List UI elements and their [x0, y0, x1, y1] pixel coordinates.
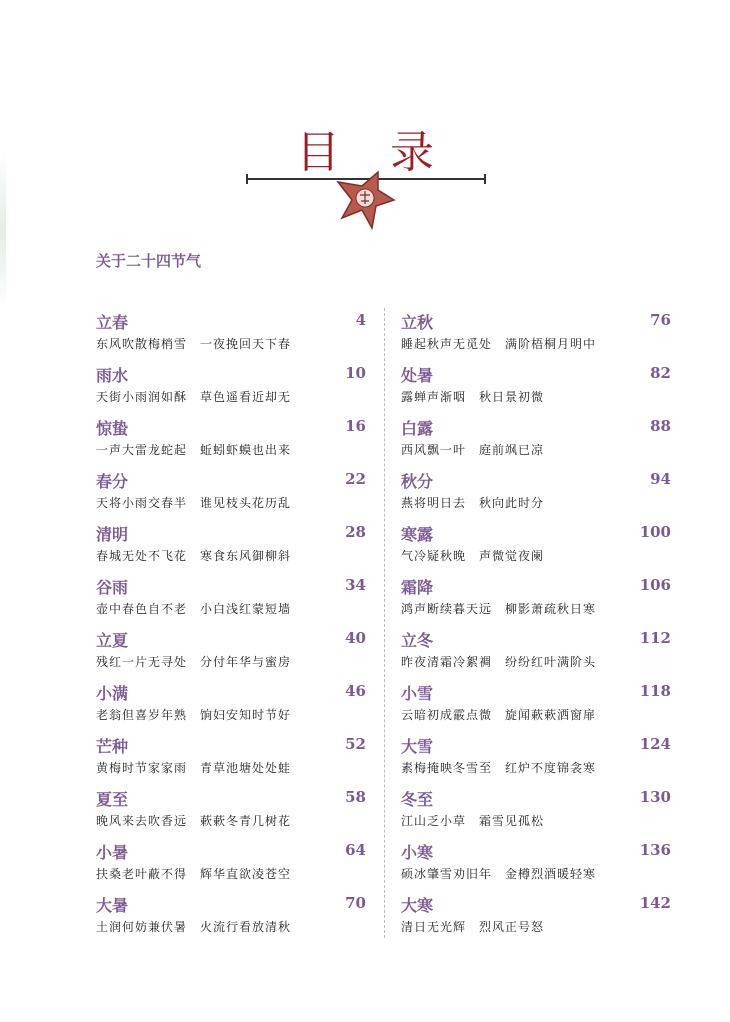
toc-entry[interactable] — [96, 306, 368, 359]
column-divider — [384, 308, 385, 938]
toc-verse: 天街小雨润如酥 草色遥看近却无 — [96, 390, 292, 404]
toc-verse: 云暗初成霰点微 旋闻蔌蔌洒窗扉 — [401, 708, 597, 722]
toc-page-number: 34 — [345, 576, 366, 594]
toc-verse: 燕将明日去 秋向此时分 — [401, 496, 545, 510]
toc-verse: 东风吹散梅梢雪 一夜挽回天下春 — [96, 337, 292, 351]
toc-entry[interactable] — [96, 730, 368, 783]
toc-verse: 土润何妨兼伏暑 火流行看放清秋 — [96, 920, 292, 934]
toc-entry[interactable] — [401, 359, 673, 412]
toc-verse: 露蝉声渐咽 秋日景初微 — [401, 390, 545, 404]
toc-term[interactable]: 小满 — [96, 684, 129, 703]
toc-page-number: 16 — [345, 417, 366, 435]
toc-verse: 老翁但喜岁年熟 饷妇安知时节好 — [96, 708, 292, 722]
star-seal-ornament-icon — [332, 168, 398, 236]
toc-page-number: 40 — [345, 629, 366, 647]
toc-term[interactable]: 春分 — [96, 472, 129, 491]
toc-page-number: 76 — [650, 311, 671, 329]
toc-term[interactable]: 寒露 — [401, 525, 434, 544]
toc-term[interactable]: 立秋 — [401, 313, 434, 332]
toc-term[interactable]: 冬至 — [401, 790, 434, 809]
toc-page-number: 130 — [639, 788, 671, 806]
toc-entry[interactable] — [96, 624, 368, 677]
toc-page-number: 58 — [345, 788, 366, 806]
page-title: 目 录 — [296, 127, 452, 178]
toc-column-left — [96, 306, 368, 942]
toc-term[interactable]: 芒种 — [96, 737, 129, 756]
toc-verse: 昨夜清霜冷絮裯 纷纷红叶满阶头 — [401, 655, 597, 669]
toc-page-number: 88 — [650, 417, 671, 435]
toc-term[interactable]: 大寒 — [401, 896, 434, 915]
toc-column-right — [401, 306, 673, 942]
toc-entry[interactable] — [401, 306, 673, 359]
toc-term[interactable]: 处暑 — [401, 366, 434, 385]
toc-page-number: 136 — [639, 841, 671, 859]
toc-verse: 壶中春色自不老 小白浅红蒙短墙 — [96, 602, 292, 616]
toc-page-number: 10 — [345, 364, 366, 382]
toc-term[interactable]: 立夏 — [96, 631, 129, 650]
toc-entry[interactable] — [401, 730, 673, 783]
toc-page-number: 124 — [639, 735, 671, 753]
toc-entry[interactable] — [401, 571, 673, 624]
toc-verse: 春城无处不飞花 寒食东风御柳斜 — [96, 549, 292, 563]
toc-entry[interactable] — [96, 359, 368, 412]
toc-term[interactable]: 立春 — [96, 313, 129, 332]
toc-entry[interactable] — [401, 889, 673, 942]
toc-verse: 扶桑老叶蔽不得 辉华直欲凌苍空 — [96, 867, 292, 881]
toc-page-number: 106 — [639, 576, 671, 594]
toc-verse: 黄梅时节家家雨 青草池塘处处蛙 — [96, 761, 292, 775]
toc-term[interactable]: 小寒 — [401, 843, 434, 862]
toc-term[interactable]: 清明 — [96, 525, 129, 544]
toc-page-number: 118 — [639, 682, 671, 700]
toc-term[interactable]: 谷雨 — [96, 578, 129, 597]
toc-page-number: 82 — [650, 364, 671, 382]
toc-verse: 晚风来去吹香远 蔌蔌冬青几树花 — [96, 814, 292, 828]
toc-page-number: 52 — [345, 735, 366, 753]
toc-page-number: 4 — [355, 311, 366, 329]
toc-entry[interactable] — [96, 518, 368, 571]
toc-entry[interactable] — [401, 465, 673, 518]
toc-entry[interactable] — [401, 677, 673, 730]
toc-term[interactable]: 惊蛰 — [96, 419, 129, 438]
toc-term[interactable]: 霜降 — [401, 578, 434, 597]
toc-entry[interactable] — [96, 889, 368, 942]
toc-entry[interactable] — [401, 518, 673, 571]
toc-page-number: 46 — [345, 682, 366, 700]
toc-page-number: 64 — [345, 841, 366, 859]
toc-verse: 鸿声断续暮天远 柳影萧疏秋日寒 — [401, 602, 597, 616]
toc-verse: 睡起秋声无觅处 满阶梧桐月明中 — [401, 337, 597, 351]
toc-entry[interactable] — [96, 412, 368, 465]
toc-page-number: 112 — [639, 629, 671, 647]
toc-term[interactable]: 夏至 — [96, 790, 129, 809]
toc-term[interactable]: 小雪 — [401, 684, 434, 703]
toc-entry[interactable] — [401, 836, 673, 889]
toc-entry[interactable] — [401, 412, 673, 465]
toc-verse: 西风飘一叶 庭前飒已凉 — [401, 443, 545, 457]
toc-term[interactable]: 秋分 — [401, 472, 434, 491]
toc-entry[interactable] — [401, 783, 673, 836]
toc-term[interactable]: 大暑 — [96, 896, 129, 915]
toc-entry[interactable] — [96, 783, 368, 836]
toc-term[interactable]: 白露 — [401, 419, 434, 438]
toc-page-number: 94 — [650, 470, 671, 488]
toc-entry[interactable] — [96, 465, 368, 518]
toc-entry[interactable] — [96, 836, 368, 889]
toc-term[interactable]: 小暑 — [96, 843, 129, 862]
toc-page-number: 142 — [639, 894, 671, 912]
toc-page-number: 100 — [639, 523, 671, 541]
toc-page-number: 70 — [345, 894, 366, 912]
toc-entry[interactable] — [96, 571, 368, 624]
toc-entry[interactable] — [401, 624, 673, 677]
toc-page-number: 28 — [345, 523, 366, 541]
toc-verse: 江山乏小草 霜雪见孤松 — [401, 814, 545, 828]
toc-verse: 天将小雨交春半 谁见枝头花历乱 — [96, 496, 292, 510]
toc-entry[interactable] — [96, 677, 368, 730]
toc-verse: 清日无光辉 烈风正号怒 — [401, 920, 545, 934]
toc-term[interactable]: 雨水 — [96, 366, 129, 385]
toc-verse: 一声大雷龙蛇起 蚯蚓虾蟆也出来 — [96, 443, 292, 457]
toc-verse: 素梅掩映冬雪至 红炉不度锦衾寒 — [401, 761, 597, 775]
toc-verse: 残红一片无寻处 分付年华与蜜房 — [96, 655, 292, 669]
toc-page-number: 22 — [345, 470, 366, 488]
section-heading[interactable]: 关于二十四节气 — [96, 252, 202, 270]
toc-verse: 气冷疑秋晚 声微觉夜阑 — [401, 549, 545, 563]
toc-verse: 硕冰肇雪劝旧年 金樽烈酒暖轻寒 — [401, 867, 597, 881]
toc-term[interactable]: 立冬 — [401, 631, 434, 650]
toc-term[interactable]: 大雪 — [401, 737, 434, 756]
